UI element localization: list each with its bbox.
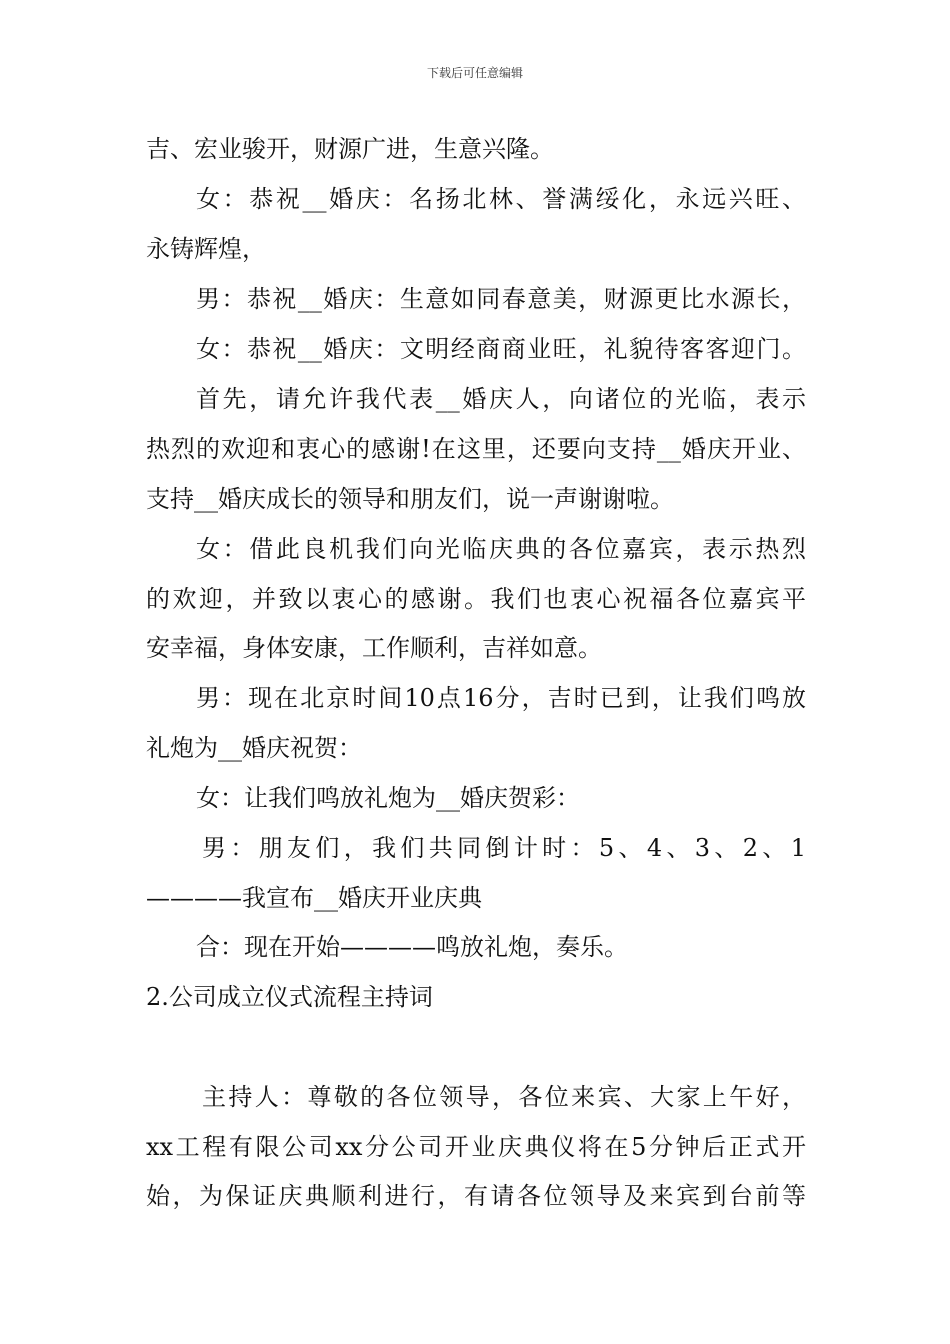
- paragraph-line: 女：借此良机我们向光临庆典的各位嘉宾，表示热烈: [196, 535, 806, 563]
- paragraph-line: 安幸福，身体安康，工作顺利，吉祥如意。: [146, 634, 602, 662]
- paragraph-line: ————我宣布__婚庆开业庆典: [146, 884, 482, 912]
- paragraph-line: 吉、宏业骏开，财源广进，生意兴隆。: [146, 135, 554, 163]
- paragraph-line: 支持__婚庆成长的领导和朋友们，说一声谢谢啦。: [146, 485, 674, 513]
- paragraph-line: 永铸辉煌，: [146, 235, 266, 263]
- paragraph-line: 男：朋友们，我们共同倒计时：5、4、3、2、1: [202, 834, 806, 862]
- paragraph-line: 合：现在开始————鸣放礼炮，奏乐。: [196, 933, 628, 961]
- paragraph-line: 男：现在北京时间10点16分，吉时已到，让我们鸣放: [196, 684, 806, 712]
- paragraph-line: xx工程有限公司xx分公司开业庆典仪将在5分钟后正式开: [146, 1133, 806, 1161]
- paragraph-line: 女：让我们鸣放礼炮为__婚庆贺彩：: [196, 784, 580, 812]
- paragraph-line: 女：恭祝__婚庆：文明经商商业旺，礼貌待客客迎门。: [196, 335, 806, 363]
- page-header: 下载后可任意编辑: [426, 66, 523, 80]
- paragraph-line: 礼炮为__婚庆祝贺：: [146, 734, 362, 762]
- paragraph-line: 始，为保证庆典顺利进行，有请各位领导及来宾到台前等: [146, 1182, 806, 1210]
- paragraph-line: 首先，请允许我代表__婚庆人，向诸位的光临，表示: [196, 385, 806, 413]
- paragraph-line: 女：恭祝__婚庆：名扬北林、誉满绥化，永远兴旺、: [196, 185, 806, 213]
- paragraph-line: 的欢迎，并致以衷心的感谢。我们也衷心祝福各位嘉宾平: [146, 585, 806, 613]
- paragraph-line: 热烈的欢迎和衷心的感谢!在这里，还要向支持__婚庆开业、: [146, 435, 806, 463]
- section-heading: 2.公司成立仪式流程主持词: [146, 983, 433, 1011]
- paragraph-line: 主持人：尊敬的各位领导，各位来宾、大家上午好，: [202, 1083, 806, 1111]
- paragraph-line: 男：恭祝__婚庆：生意如同春意美，财源更比水源长，: [196, 285, 806, 313]
